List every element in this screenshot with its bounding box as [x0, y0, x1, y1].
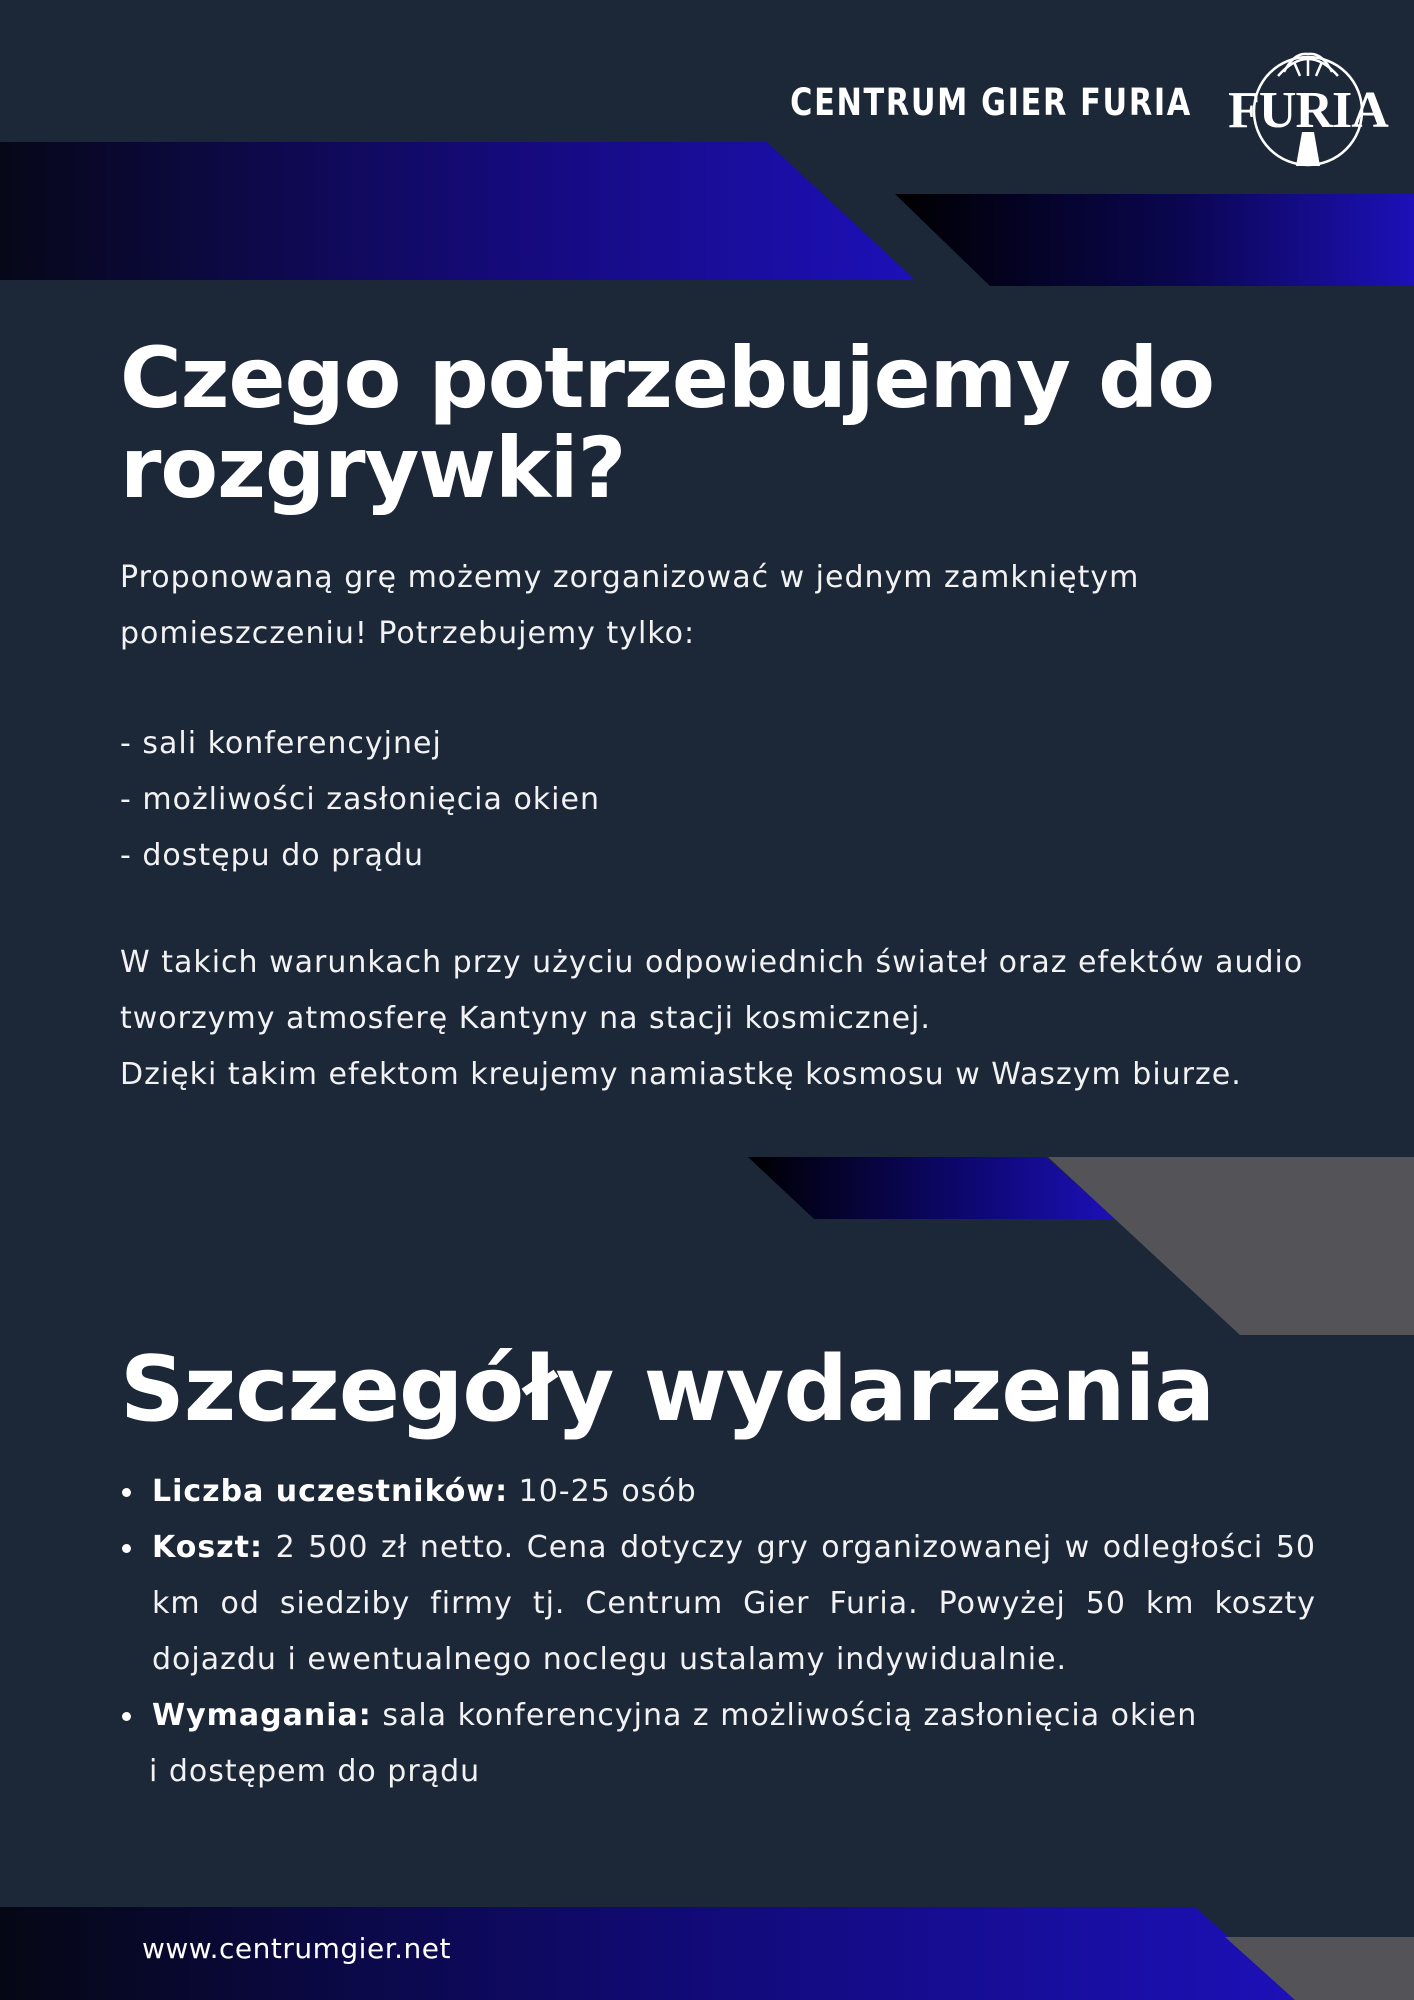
header-band-right — [895, 194, 1414, 286]
intro-paragraph: Proponowaną grę możemy zorganizować w jednym zamkniętym pomieszczeniu! Potrzebujemy tylko: — [120, 560, 1140, 651]
detail-label: Koszt: — [152, 1530, 263, 1565]
event-details-list — [120, 1464, 1316, 1800]
detail-text: sala konferencyjna z możliwością zasłonięcia okien — [382, 1698, 1198, 1733]
detail-text: 2 500 zł netto. Cena dotyczy gry organizowanej w odległości 50 km od siedziby firmy tj. Centrum Gier Furia. Powyżej 50 km koszty dojazdu i ewentualnego noclegu ustalamy indywidualnie. — [152, 1530, 1316, 1677]
footer-website-link[interactable]: www.centrumgier.net — [142, 1932, 451, 1965]
divider-band-grey — [1048, 1157, 1414, 1335]
detail-text: 10-25 osób — [518, 1474, 697, 1509]
list-item: - możliwości zasłonięcia okien — [120, 782, 600, 817]
list-item: - sali konferencyjnej — [120, 726, 442, 761]
detail-item-requirements — [120, 1688, 1316, 1800]
bullet-icon — [122, 1544, 131, 1553]
brand-name: CENTRUM GIER FURIA — [790, 81, 1192, 124]
outro-text-2: Dzięki takim efektom kreujemy namiastkę kosmosu w Waszym biurze. — [120, 1057, 1242, 1092]
header-band-left — [0, 142, 915, 280]
detail-label: Liczba uczestników: — [152, 1474, 509, 1509]
requirements-list — [120, 716, 600, 884]
detail-item-cost — [120, 1520, 1316, 1688]
furia-logo — [1228, 48, 1388, 170]
section-title-event-details: Szczegóły wydarzenia — [120, 1337, 1215, 1442]
detail-text-continuation: i dostępem do prądu — [149, 1754, 481, 1789]
list-item: - dostępu do prądu — [120, 838, 424, 873]
bullet-icon — [122, 1712, 131, 1721]
outro-text-1: W takich warunkach przy użyciu odpowiednich świateł oraz efektów audio tworzymy atmosferę Kantyny na stacji kosmicznej. — [120, 945, 1304, 1036]
detail-label: Wymagania: — [152, 1698, 372, 1733]
section-title-requirements: Czego potrzebujemy do rozgrywki? — [120, 329, 1214, 517]
outro-paragraph — [120, 935, 1340, 1103]
bullet-icon — [122, 1488, 131, 1497]
logo-text: FURIA — [1228, 82, 1388, 139]
detail-item-participants — [120, 1464, 1316, 1520]
